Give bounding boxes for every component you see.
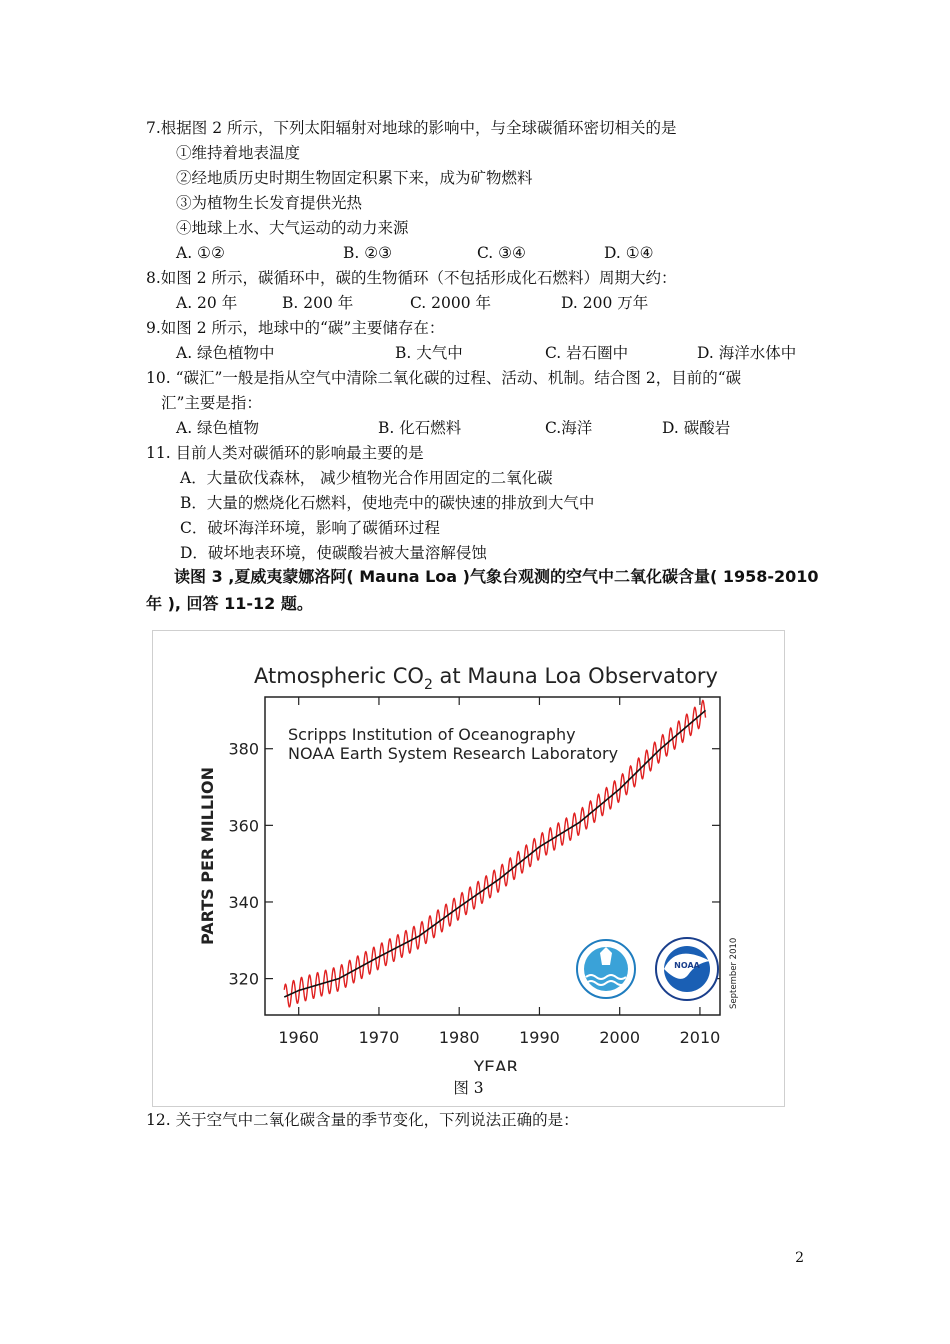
q9-option-a: A. 绿色植物中 [176, 344, 275, 362]
chart-source-line2: NOAA Earth System Research Laboratory [288, 744, 619, 763]
figure-3 [152, 630, 785, 1107]
q7-option-a: A. ①② [176, 244, 225, 262]
scripps-logo [577, 940, 635, 998]
noaa-logo [656, 938, 718, 1000]
q8-option-d: D. 200 万年 [561, 294, 649, 312]
q7-option-b: B. ②③ [343, 244, 393, 262]
q10-stem-line1: 10. “碳汇”一般是指从空气中清除二氧化碳的过程、活动、机制。结合图 2，目前的“碳 [146, 369, 742, 387]
q7-stem: 7.根据图 2 所示，下列太阳辐射对地球的影响中，与全球碳循环密切相关的是 [146, 119, 677, 137]
x-axis-label: YEAR [473, 1058, 519, 1071]
q7-item-1: ①维持着地表温度 [176, 144, 301, 162]
q8-stem: 8.如图 2 所示，碳循环中，碳的生物循环（不包括形成化石燃料）周期大约： [146, 269, 677, 287]
q8-option-a: A. 20 年 [176, 294, 238, 312]
q11-option-c: C．破坏海洋环境，影响了碳循环过程 [180, 519, 440, 537]
page-number: 2 [795, 1250, 804, 1266]
q10-option-b: B. 化石燃料 [378, 419, 462, 437]
q9-option-d: D. 海洋水体中 [697, 344, 797, 362]
x-tick-label: 1990 [519, 1028, 560, 1047]
q11-option-a: A．大量砍伐森林， 减少植物光合作用固定的二氧化碳 [180, 469, 553, 487]
chart-title: Atmospheric $CO_2$ at Mauna Loa Observatory [254, 664, 718, 693]
x-tick-label: 1960 [278, 1028, 320, 1047]
q7-item-4: ④地球上水、大气运动的动力来源 [176, 219, 409, 237]
q11-stem: 11. 目前人类对碳循环的影响最主要的是 [146, 444, 424, 462]
q10-option-c: C.海洋 [545, 419, 593, 437]
x-tick-label: 1980 [438, 1028, 480, 1047]
x-tick-label: 1970 [358, 1028, 400, 1047]
co2-chart [153, 631, 784, 1071]
q9-stem: 9.如图 2 所示，地球中的“碳”主要储存在： [146, 319, 445, 337]
figure-caption: 图 3 [453, 1079, 484, 1097]
figure-intro-line2: 年 ), 回答 11-12 题。 [146, 594, 313, 613]
q7-item-3: ③为植物生长发育提供光热 [176, 194, 363, 212]
q11-option-d: D．破坏地表环境，使碳酸岩被大量溶解侵蚀 [180, 544, 487, 562]
x-tick-label: 2000 [599, 1028, 641, 1047]
q9-option-b: B. 大气中 [395, 344, 463, 362]
q9-option-c: C. 岩石圈中 [545, 344, 629, 362]
q7-option-c: C. ③④ [477, 244, 526, 262]
chart-watermark: September 2010 [729, 937, 739, 1009]
q7-item-2: ②经地质历史时期生物固定积累下来，成为矿物燃料 [176, 169, 533, 187]
q10-option-d: D. 碳酸岩 [662, 419, 731, 437]
svg-text:NOAA: NOAA [674, 961, 700, 970]
y-tick-label: 340 [228, 892, 259, 912]
q7-option-d: D. ①④ [604, 244, 654, 262]
y-tick-label: 360 [228, 816, 259, 836]
y-tick-label: 380 [228, 739, 259, 759]
figure-intro-line1: 读图 3 ,夏威夷蒙娜洛阿( Mauna Loa )气象台观测的空气中二氧化碳含量( 1958-2010 [174, 567, 819, 586]
q10-option-a: A. 绿色植物 [176, 419, 260, 437]
q10-stem-line2: 汇”主要是指： [161, 394, 262, 412]
chart-source-line1: Scripps Institution of Oceanography [288, 725, 576, 744]
y-axis-label: PARTS PER MILLION [198, 766, 217, 946]
q11-option-b: B．大量的燃烧化石燃料，使地壳中的碳快速的排放到大气中 [180, 494, 595, 512]
q8-option-c: C. 2000 年 [410, 294, 492, 312]
q12-stem: 12. 关于空气中二氧化碳含量的季节变化，下列说法正确的是： [146, 1111, 579, 1129]
y-tick-label: 320 [228, 969, 259, 989]
q8-option-b: B. 200 年 [282, 294, 354, 312]
x-tick-label: 2010 [679, 1028, 721, 1047]
